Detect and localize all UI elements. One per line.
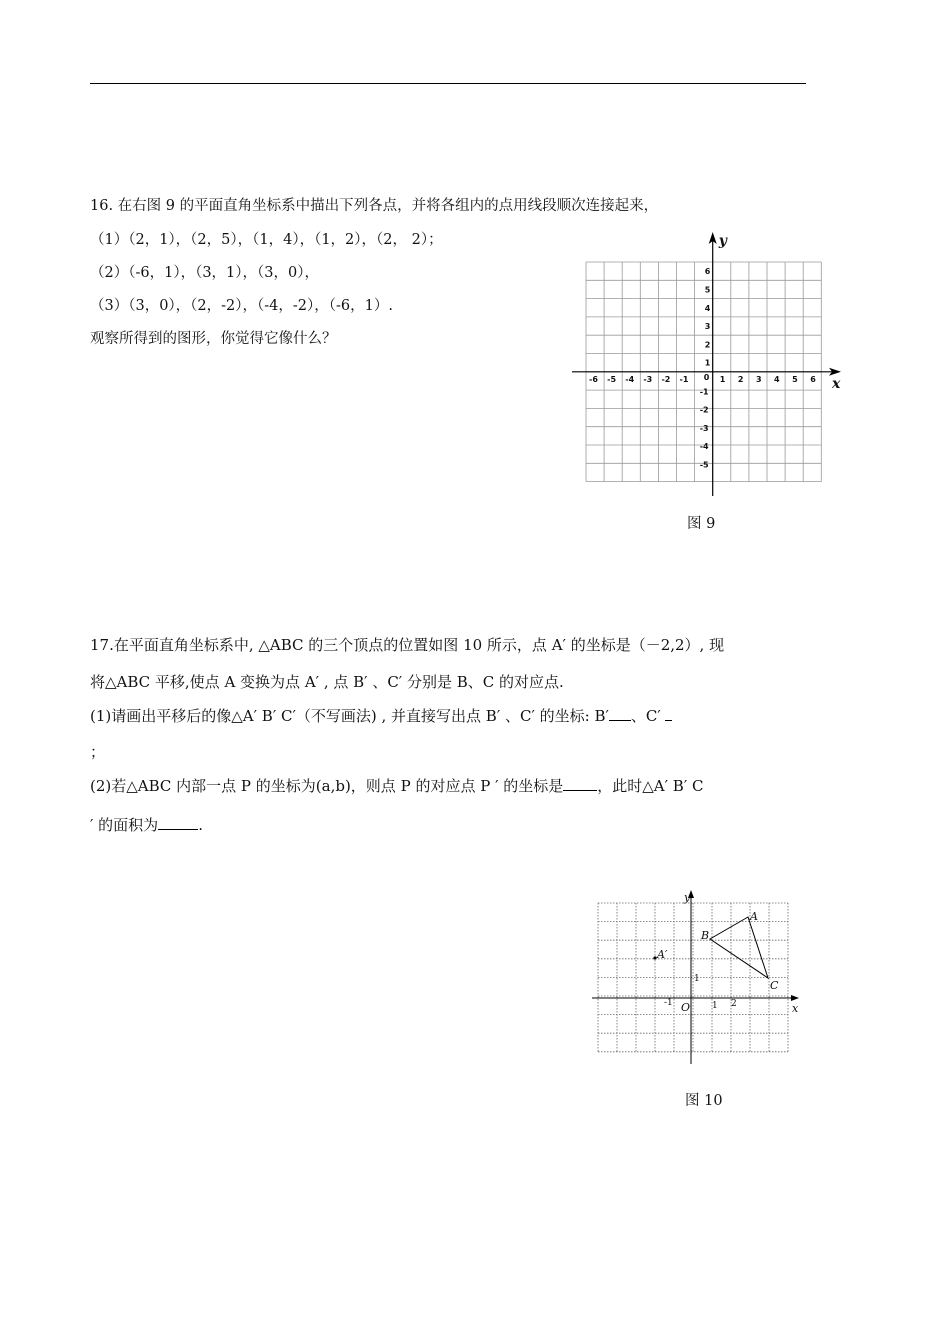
figure-9-x-tick-label: -1	[679, 374, 689, 384]
figure-9-y-tick-label: 2	[704, 340, 711, 350]
figure-9-x-tick-label: -6	[589, 374, 598, 384]
figure-9-coordinate-grid	[570, 230, 850, 500]
figure-10-tick-y1: 1	[694, 974, 700, 984]
figure-9-y-tick-label: 1	[704, 358, 711, 368]
figure-9-y-tick-label: 3	[704, 322, 711, 332]
figure-10-x-arrow	[791, 995, 799, 1001]
answer-blank-p-prime[interactable]	[563, 776, 597, 791]
figure-9-y-tick-label: 5	[704, 285, 711, 295]
figure-10-origin-label: O	[681, 1001, 691, 1014]
figure-9-x-tick-label: -3	[643, 374, 653, 384]
q16-group3: （3）（3，0），（2，-2），（-4，-2），（-6，1）.	[90, 298, 393, 314]
figure-9-x-tick-label: 5	[792, 374, 798, 384]
q17-line6-text-a: ′ 的面积为	[90, 816, 159, 834]
header-rule	[90, 83, 806, 84]
answer-blank-area[interactable]	[158, 815, 198, 830]
figure-9-x-tick-label: 2	[737, 374, 744, 384]
figure-9-x-tick-label: -5	[607, 374, 617, 384]
figure-9-y-tick-label: -1	[699, 387, 709, 397]
q16-question: 观察所得到的图形，你觉得它像什么？	[90, 331, 337, 347]
vertex-b-label: B	[701, 929, 710, 942]
figure-9-y-axis-label: y	[718, 233, 727, 249]
figure-9-tick-labels	[589, 267, 816, 469]
q17-line1: 17.在平面直角坐标系中, △ABC 的三个顶点的位置如图 10 所示，点 A′ 的坐标是（－2,2）, 现	[90, 636, 725, 654]
figure-10-caption: 图 10	[685, 1093, 723, 1109]
figure-10-tick-x2: 2	[731, 999, 737, 1009]
vertex-a-label: A	[750, 910, 758, 923]
figure-10-grid-lines	[598, 903, 788, 1052]
figure-10-y-axis-label: y	[684, 891, 691, 904]
figure-9-y-tick-label: -2	[699, 405, 709, 415]
vertex-c-label: C	[770, 979, 779, 992]
figure-10-tick-x1: 1	[712, 1001, 718, 1011]
figure-9-y-tick-label: 4	[704, 303, 711, 313]
figure-9-origin-label: 0	[703, 372, 710, 382]
q17-line2: 将△ABC 平移,使点 A 变换为点 A′ , 点 B′ 、C′ 分别是 B、C 的对应点.	[90, 673, 564, 691]
figure-9-caption: 图 9	[687, 516, 716, 532]
figure-10-x-axis-label: x	[792, 1002, 799, 1015]
q16-intro: 16. 在右图 9 的平面直角坐标系中描出下列各点，并将各组内的点用线段顺次连接起来，	[90, 198, 659, 214]
figure-9-y-tick-label: -5	[699, 460, 709, 470]
q17-line3-sep: 、C′	[630, 707, 661, 725]
a-prime-label: A′	[657, 948, 668, 961]
figure-9-y-tick-label: -4	[699, 442, 709, 452]
q17-line6	[90, 815, 203, 835]
q17-line6-text-b: .	[198, 816, 203, 834]
q16-group2: （2）（-6，1），（3，1），（3，0），	[90, 265, 319, 281]
figure-9-x-tick-label: 4	[774, 374, 780, 384]
figure-9-y-tick-label: 6	[704, 267, 711, 277]
q16-group1: （1）（2，1），（2，5），（1，4），（1，2），（2， 2）；	[90, 232, 443, 248]
q17-line5	[90, 776, 703, 796]
q17-line4: ；	[90, 743, 106, 761]
q17-line3-text: (1)请画出平移后的像△A′ B′ C′（不写画法) , 并直接写出点 B′ 、C′ 的坐标: B′	[90, 707, 609, 725]
figure-9-x-tick-label: 3	[755, 374, 762, 384]
q17-line5-text-a: (2)若△ABC 内部一点 P 的坐标为(a,b)，则点 P 的对应点 P ′ 的坐标是	[90, 777, 564, 795]
q17-line3	[90, 706, 672, 726]
figure-9-x-tick-label: 1	[719, 374, 726, 384]
q17-line5-text-b: ，此时△A′ B′ C	[597, 777, 704, 795]
figure-10-coordinate-grid	[588, 888, 808, 1068]
figure-10-tick-neg1: -1	[664, 998, 673, 1008]
answer-blank-c-prime[interactable]	[665, 706, 672, 721]
figure-9-x-axis-label: x	[832, 375, 841, 392]
figure-9-x-tick-label: -4	[625, 374, 635, 384]
figure-9-x-tick-label: -2	[661, 374, 671, 384]
answer-blank-b-prime[interactable]	[609, 706, 631, 721]
figure-9-y-tick-label: -3	[699, 423, 709, 433]
figure-9-x-tick-label: 6	[810, 374, 816, 384]
triangle-abc	[710, 917, 768, 978]
